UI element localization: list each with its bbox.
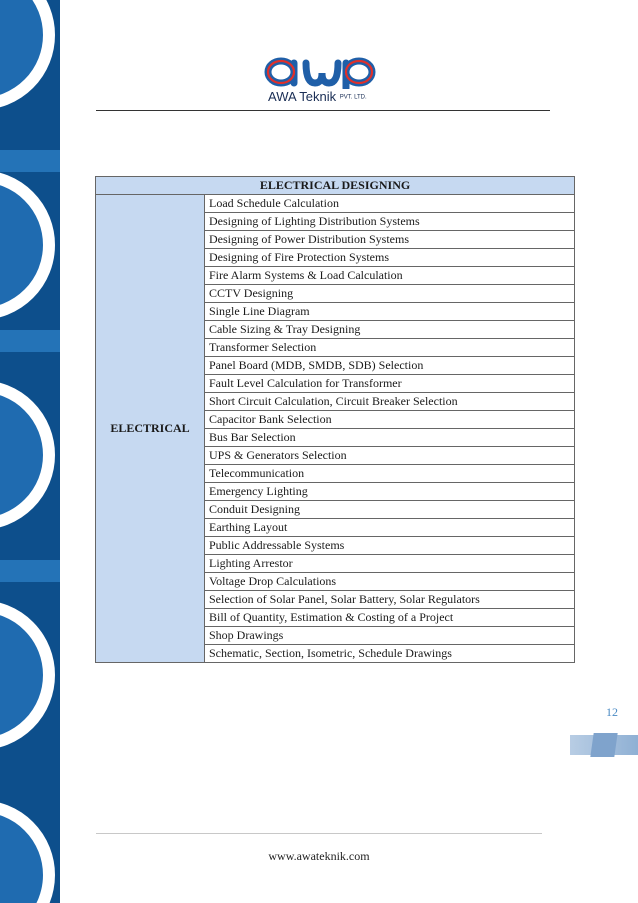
service-item: Bus Bar Selection: [205, 429, 575, 447]
service-item: Public Addressable Systems: [205, 537, 575, 555]
strip-band: [0, 330, 60, 352]
service-item: Load Schedule Calculation: [205, 195, 575, 213]
awp-logo-mark: [262, 55, 377, 89]
footer-divider: [96, 833, 542, 834]
table-header-row: [96, 177, 575, 195]
service-item: Fire Alarm Systems & Load Calculation: [205, 267, 575, 285]
logo-wordmark: [268, 89, 378, 104]
service-item: Designing of Power Distribution Systems: [205, 231, 575, 249]
table-body: [96, 195, 575, 663]
service-item: Single Line Diagram: [205, 303, 575, 321]
table-header: ELECTRICAL DESIGNING: [96, 177, 575, 195]
strip-wave-shape: [0, 170, 55, 320]
strip-wave-shape: [0, 600, 55, 750]
table-row: [96, 195, 575, 213]
page-tab-decoration: [570, 735, 638, 755]
service-item: Earthing Layout: [205, 519, 575, 537]
service-item: Transformer Selection: [205, 339, 575, 357]
service-item: UPS & Generators Selection: [205, 447, 575, 465]
service-item: Lighting Arrestor: [205, 555, 575, 573]
service-item: Conduit Designing: [205, 501, 575, 519]
service-item: Cable Sizing & Tray Designing: [205, 321, 575, 339]
service-item: Panel Board (MDB, SMDB, SDB) Selection: [205, 357, 575, 375]
company-suffix: PVT. LTD.: [339, 94, 367, 101]
strip-wave-shape: [0, 0, 55, 110]
left-decorative-strip: [0, 0, 60, 903]
service-item: Schematic, Section, Isometric, Schedule Drawings: [205, 645, 575, 663]
header-divider: [96, 110, 550, 111]
strip-band: [0, 560, 60, 582]
service-item: Shop Drawings: [205, 627, 575, 645]
service-item: Designing of Lighting Distribution Systems: [205, 213, 575, 231]
service-item: Voltage Drop Calculations: [205, 573, 575, 591]
service-item: Bill of Quantity, Estimation & Costing of a Project: [205, 609, 575, 627]
service-item: Selection of Solar Panel, Solar Battery, Solar Regulators: [205, 591, 575, 609]
category-cell: ELECTRICAL: [96, 195, 205, 663]
service-item: CCTV Designing: [205, 285, 575, 303]
service-item: Designing of Fire Protection Systems: [205, 249, 575, 267]
company-logo: [262, 55, 377, 107]
strip-wave-shape: [0, 380, 55, 530]
strip-band: [0, 150, 60, 172]
company-name: AWA Teknik: [268, 89, 337, 104]
service-item: Fault Level Calculation for Transformer: [205, 375, 575, 393]
page-tab-notch: [590, 733, 617, 757]
footer-website: www.awateknik.com: [268, 849, 370, 863]
service-item: Emergency Lighting: [205, 483, 575, 501]
services-table: [95, 176, 575, 663]
page-number: 12: [606, 705, 618, 719]
service-item: Short Circuit Calculation, Circuit Breaker Selection: [205, 393, 575, 411]
service-item: Capacitor Bank Selection: [205, 411, 575, 429]
service-item: Telecommunication: [205, 465, 575, 483]
